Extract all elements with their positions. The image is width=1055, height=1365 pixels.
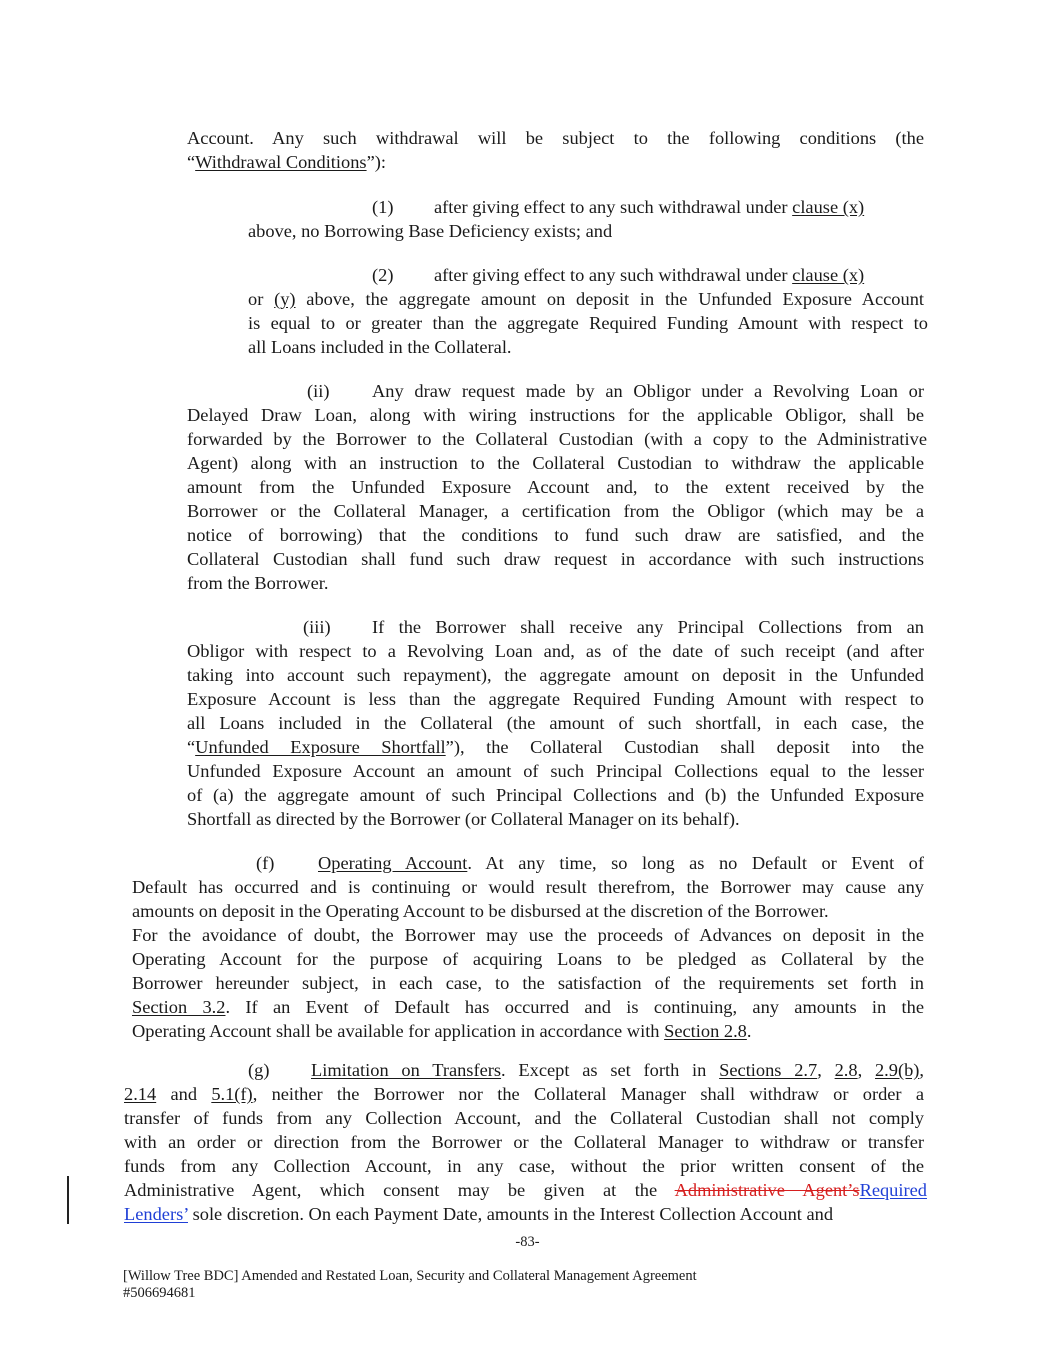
section-g-line: funds from any Collection Account, in any case, without the prior written consent of the — [124, 1156, 924, 1176]
text: . — [746, 1021, 752, 1041]
cross-reference: clause (x) — [792, 197, 865, 217]
clause-2-line: all Loans included in the Collateral. — [248, 337, 512, 357]
clause-iii-line: If the Borrower shall receive any Principal Collections from an — [372, 617, 924, 637]
clause-ii-line: forwarded by the Borrower to the Collateral Custodian (with a copy to the Administrative — [187, 429, 927, 449]
text: after giving effect to any such withdrawal under — [434, 197, 793, 217]
clause-iii-line — [187, 735, 924, 759]
cross-reference: Section 3.2 — [132, 997, 226, 1017]
paragraph-line — [187, 126, 924, 150]
clause-1-line: above, no Borrowing Base Deficiency exists; and — [248, 221, 613, 241]
clause-ii-number: (ii) — [307, 381, 330, 401]
text: , — [857, 1060, 875, 1080]
clause-iii-line: taking into account such repayment), the aggregate amount on deposit in the Unfunded — [187, 665, 924, 685]
text: or — [248, 289, 275, 309]
clause-ii-line: Agent) along with an instruction to the Collateral Custodian to withdraw the applicable — [187, 453, 924, 473]
cross-reference: 2.9(b) — [874, 1060, 920, 1080]
clause-ii-line: Collateral Custodian shall fund such draw request in accordance with such instructions — [187, 549, 924, 569]
cross-reference: clause (x) — [792, 265, 865, 285]
text: ”): — [366, 152, 386, 172]
section-f-line: amounts on deposit in the Operating Account to be disbursed at the discretion of the Borrower. — [132, 901, 829, 921]
text: ”), the Collateral Custodian shall deposit into the — [445, 737, 924, 757]
section-f-line: Default has occurred and is continuing or would result therefrom, the Borrower may cause any — [132, 877, 924, 897]
footer-doc-id: #506694681 — [123, 1285, 196, 1301]
section-g-line — [124, 1202, 833, 1226]
clause-ii-line: from the Borrower. — [187, 573, 329, 593]
text: , neither the Borrower nor the Collateral Manager shall withdraw or order a — [252, 1084, 924, 1104]
text: above, the aggregate amount on deposit in the Unfunded Exposure Account — [295, 289, 924, 309]
cross-reference: 2.14 — [124, 1084, 157, 1104]
clause-iii-number: (iii) — [303, 617, 331, 637]
text: , — [919, 1060, 925, 1080]
section-f-line: Borrower hereunder subject, in each case, to the satisfaction of the requirements set forth in — [132, 973, 924, 993]
clause-2-number: (2) — [372, 265, 394, 285]
text: , — [817, 1060, 835, 1080]
paragraph-line — [187, 150, 386, 174]
section-g-number: (g) — [248, 1060, 270, 1080]
section-f-line — [132, 1019, 751, 1043]
clause-iii-line: Exposure Account is less than the aggregate Required Funding Amount with respect to — [187, 689, 924, 709]
deleted-text: Administrative Agent’s — [674, 1180, 860, 1200]
clause-2-line: is equal to or greater than the aggregate Required Funding Amount with respect to — [248, 313, 928, 333]
cross-reference: Section 2.8 — [664, 1021, 747, 1041]
text: “ — [187, 737, 196, 757]
clause-2-line — [434, 263, 864, 287]
inserted-text: Required — [859, 1180, 927, 1200]
section-f-line: For the avoidance of doubt, the Borrower may use the proceeds of Advances on deposit in the — [132, 925, 924, 945]
clause-2-line — [248, 287, 924, 311]
section-f-number: (f) — [256, 853, 275, 873]
section-g-line — [311, 1058, 924, 1082]
page-number: -83- — [515, 1234, 540, 1250]
section-heading: Limitation on Transfers — [311, 1060, 502, 1080]
text: and — [156, 1084, 212, 1104]
clause-ii-line: notice of borrowing) that the conditions to fund such draw are satisfied, and the — [187, 525, 924, 545]
section-g-line: with an order or direction from the Borrower or the Collateral Manager to withdraw or transfer — [124, 1132, 924, 1152]
text: sole discretion. On each Payment Date, amounts in the Interest Collection Account and — [188, 1204, 834, 1224]
text: Account. Any such withdrawal will be subject to the following conditions (the — [187, 128, 924, 148]
clause-iii-line: all Loans included in the Collateral (the amount of such shortfall, in each case, the — [187, 713, 924, 733]
section-g-line: transfer of funds from any Collection Account, and the Collateral Custodian shall not comply — [124, 1108, 924, 1128]
section-heading: Operating Account — [318, 853, 468, 873]
text: Administrative Agent, which consent may be given at the — [124, 1180, 675, 1200]
text: Operating Account shall be available for application in accordance with — [132, 1021, 665, 1041]
text: . Except as set forth in — [501, 1060, 720, 1080]
revision-change-bar — [67, 1176, 69, 1224]
text: after giving effect to any such withdrawal under — [434, 265, 793, 285]
clause-1-line — [434, 195, 864, 219]
section-g-line — [124, 1082, 924, 1106]
clause-1-number: (1) — [372, 197, 394, 217]
clause-ii-line: Delayed Draw Loan, along with wiring instructions for the applicable Obligor, shall be — [187, 405, 924, 425]
clause-iii-line: Obligor with respect to a Revolving Loan and, as of the date of such receipt (and after — [187, 641, 924, 661]
section-g-line — [124, 1178, 927, 1202]
defined-term: Unfunded Exposure Shortfall — [195, 737, 446, 757]
section-f-line — [132, 995, 924, 1019]
text: . At any time, so long as no Default or Event of — [467, 853, 925, 873]
cross-reference: 5.1(f) — [211, 1084, 253, 1104]
clause-iii-line: Shortfall as directed by the Borrower (or Collateral Manager on its behalf). — [187, 809, 740, 829]
section-f-line: Operating Account for the purpose of acquiring Loans to be pledged as Collateral by the — [132, 949, 924, 969]
text: . If an Event of Default has occurred and is continuing, any amounts in the — [225, 997, 924, 1017]
defined-term: Withdrawal Conditions — [195, 152, 367, 172]
footer-title: [Willow Tree BDC] Amended and Restated Loan, Security and Collateral Management Agreement — [123, 1268, 697, 1284]
clause-ii-line: Borrower or the Collateral Manager, a certification from the Obligor (which may be a — [187, 501, 924, 521]
section-f-line — [318, 851, 924, 875]
inserted-text: Lenders’ — [124, 1204, 188, 1224]
clause-iii-line: Unfunded Exposure Account an amount of such Principal Collections equal to the lesser — [187, 761, 924, 781]
clause-iii-line: of (a) the aggregate amount of such Principal Collections and (b) the Unfunded Exposure — [187, 785, 924, 805]
cross-reference: (y) — [274, 289, 296, 309]
cross-reference: 2.8 — [834, 1060, 858, 1080]
clause-ii-line: Any draw request made by an Obligor under a Revolving Loan or — [372, 381, 924, 401]
cross-reference: Sections 2.7 — [719, 1060, 818, 1080]
text: “ — [187, 152, 196, 172]
clause-ii-line: amount from the Unfunded Exposure Account and, to the extent received by the — [187, 477, 924, 497]
